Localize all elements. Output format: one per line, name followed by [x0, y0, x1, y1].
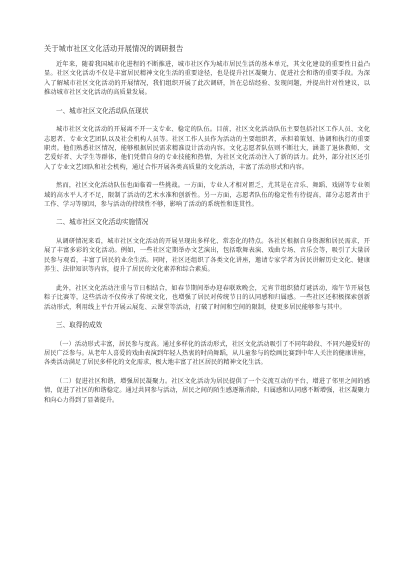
section-2-heading: 二、城市社区文化活动实施情况 [56, 218, 149, 227]
section-1-paragraph-2: 然而，社区文化活动队伍也面临着一些挑战。一方面，专业人才相对匮乏，尤其是在音乐、舞蹈、戏剧等专业领域的高水平人才不足，限制了活动的艺术水准和创新性。另一方面，志愿者队伍的稳定性有待提高，部分志愿者由于工作、学习等原因，参与活动的持续性不够，影响了活动的系统性和连贯性。 [44, 182, 370, 209]
section-3-paragraph-1: （一）活动形式丰富，居民参与度高。通过多样化的活动形式，社区文化活动吸引了不同年龄段、不同兴趣爱好的居民广泛参与。从老年人喜爱的戏曲表演到年轻人热衷的时尚舞蹈，从儿童参与的绘画比赛到中年人关注的健康讲座，各类活动满足了居民多样化的文化需求，极大地丰富了社区居民的精神文化生活。 [44, 340, 370, 367]
section-2-paragraph-1: 从调研情况来看，城市社区文化活动的开展呈现出多样化、常态化的特点。各社区根据自身资源和居民需求，开展了丰富多彩的文化活动。例如，一些社区定期举办文艺演出，包括歌舞表演、戏曲专场、音乐会等，吸引了大量居民参与观看，丰富了居民的业余生活。同时，社区还组织了各类文化讲座，邀请专家学者为居民讲解历史文化、健康养生、法律知识等内容，提升了居民的文化素养和综合素质。 [44, 238, 370, 274]
section-1-paragraph-1: 城市社区文化活动的开展离不开一支专业、稳定的队伍。目前，社区文化活动队伍主要包括社区工作人员、文化志愿者、专业文艺团队以及社会机构人员等。社区工作人员作为活动的主要组织者，承担着策划、协调和执行的重要职责。他们熟悉社区情况，能够根据居民需求精准设计活动内容。文化志愿者队伍则不断壮大，涵盖了退休教师、文艺爱好者、大学生等群体，他们凭借自身的专业技能和热情，为社区文化活动注入了新的活力。此外，部分社区还引入了专业文艺团队和社会机构，通过合作开展各类高质量的文化活动，丰富了活动形式和内容。 [44, 126, 370, 171]
section-1-heading: 一、城市社区文化活动队伍现状 [56, 106, 149, 115]
intro-paragraph: 近年来，随着我国城市化进程的不断推进，城市社区作为城市居民生活的基本单元，其文化建设的重要性日益凸显。社区文化活动不仅是丰富居民精神文化生活的重要途径，也是提升社区凝聚力、促进社会和谐的重要手段。为深入了解城市社区文化活动的开展情况，我们组织开展了此次调研，旨在总结经验、发现问题，并提出针对性建议，以推动城市社区文化活动的高质量发展。 [44, 61, 370, 97]
section-2-paragraph-2: 此外，社区文化活动注重与节日相结合，如春节期间举办迎春联欢晚会，元宵节组织猜灯谜活动，端午节开展包粽子比赛等，这些活动不仅传承了传统文化，也增强了居民对传统节日的认同感和归属感。一些社区还积极探索创新活动形式，利用线上平台开展云展览、云课堂等活动，打破了时间和空间的限制，使更多居民能够参与其中。 [44, 284, 370, 311]
document-title: 关于城市社区文化活动开展情况的调研报告 [44, 44, 184, 53]
section-3-paragraph-2: （二）促进社区和谐，增强居民凝聚力。社区文化活动为居民提供了一个交流互动的平台，增进了邻里之间的感情，促进了社区的和谐稳定。通过共同参与活动，居民之间的陌生感逐渐消除，归属感和认同感不断增强，社区凝聚力和向心力得到了显著提升。 [44, 377, 370, 404]
section-3-heading: 三、取得的成效 [56, 320, 103, 329]
